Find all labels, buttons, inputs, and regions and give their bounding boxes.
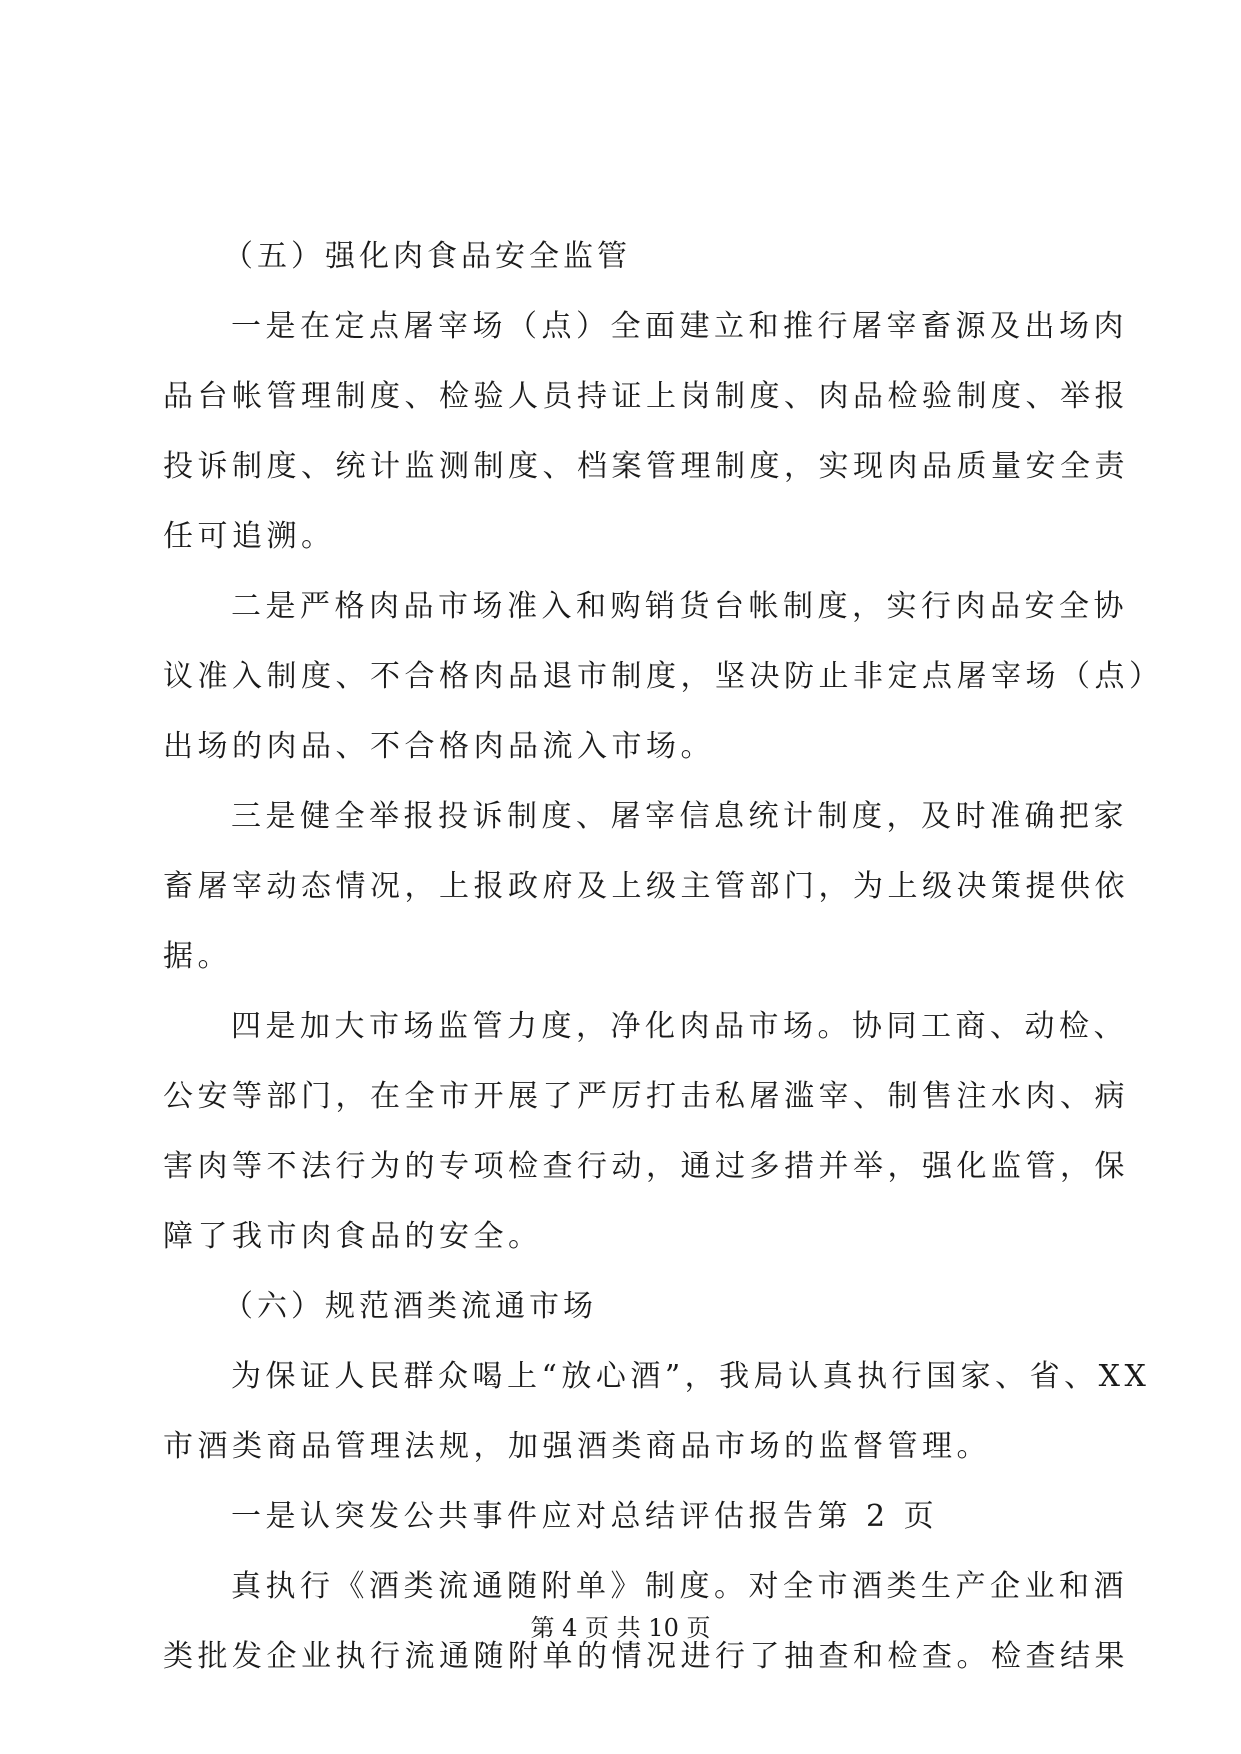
paragraph-line: 害肉等不法行为的专项检查行动，通过多措并举，强化监管，保 — [163, 1149, 1129, 1184]
paragraph-line: 障了我市肉食品的安全。 — [163, 1219, 543, 1254]
paragraph-2 — [163, 572, 1164, 782]
paragraph-line: 出场的肉品、不合格肉品流入市场。 — [163, 729, 715, 764]
paragraph-4 — [163, 992, 1129, 1272]
paragraph-line: 一是在定点屠宰场（点）全面建立和推行屠宰畜源及出场肉 — [231, 309, 1128, 344]
paragraph-line: 品台帐管理制度、检验人员持证上岗制度、肉品检验制度、举报 — [163, 379, 1129, 414]
paragraph-line: 四是加大市场监管力度，净化肉品市场。协同工商、动检、 — [231, 1009, 1128, 1044]
paragraph-line: 一是认突发公共事件应对总结评估报告第 2 页 — [231, 1499, 939, 1534]
paragraph-line: 二是严格肉品市场准入和购销货台帐制度，实行肉品安全协 — [231, 589, 1128, 624]
paragraph-line: 议准入制度、不合格肉品退市制度，坚决防止非定点屠宰场（点） — [163, 659, 1164, 694]
paragraph-line: 类批发企业执行流通随附单的情况进行了抽查和检查。检查结果 — [163, 1639, 1129, 1674]
paragraph-5 — [163, 1342, 1151, 1482]
paragraph-6 — [163, 1482, 1083, 1552]
paragraph-line: 据。 — [163, 939, 232, 974]
paragraph-line: 三是健全举报投诉制度、屠宰信息统计制度，及时准确把家 — [231, 799, 1128, 834]
section-heading-6: （六）规范酒类流通市场 — [223, 1289, 597, 1324]
section-heading-5: （五）强化肉食品安全监管 — [223, 239, 631, 274]
document-body — [163, 222, 1164, 1692]
paragraph-line: 为保证人民群众喝上“放心酒”，我局认真执行国家、省、XX — [231, 1359, 1151, 1394]
paragraph-line: 投诉制度、统计监测制度、档案管理制度，实现肉品质量安全责 — [163, 449, 1129, 484]
paragraph-line: 市酒类商品管理法规，加强酒类商品市场的监督管理。 — [163, 1429, 991, 1464]
paragraph-line: 畜屠宰动态情况，上报政府及上级主管部门，为上级决策提供依 — [163, 869, 1129, 904]
paragraph-line: 任可追溯。 — [163, 519, 336, 554]
paragraph-line: 真执行《酒类流通随附单》制度。对全市酒类生产企业和酒 — [231, 1569, 1128, 1604]
paragraph-1 — [163, 292, 1129, 572]
paragraph-3 — [163, 782, 1129, 992]
page-number-footer: 第 4 页 共 10 页 — [530, 1614, 711, 1642]
paragraph-line: 公安等部门，在全市开展了严厉打击私屠滥宰、制售注水肉、病 — [163, 1079, 1129, 1114]
